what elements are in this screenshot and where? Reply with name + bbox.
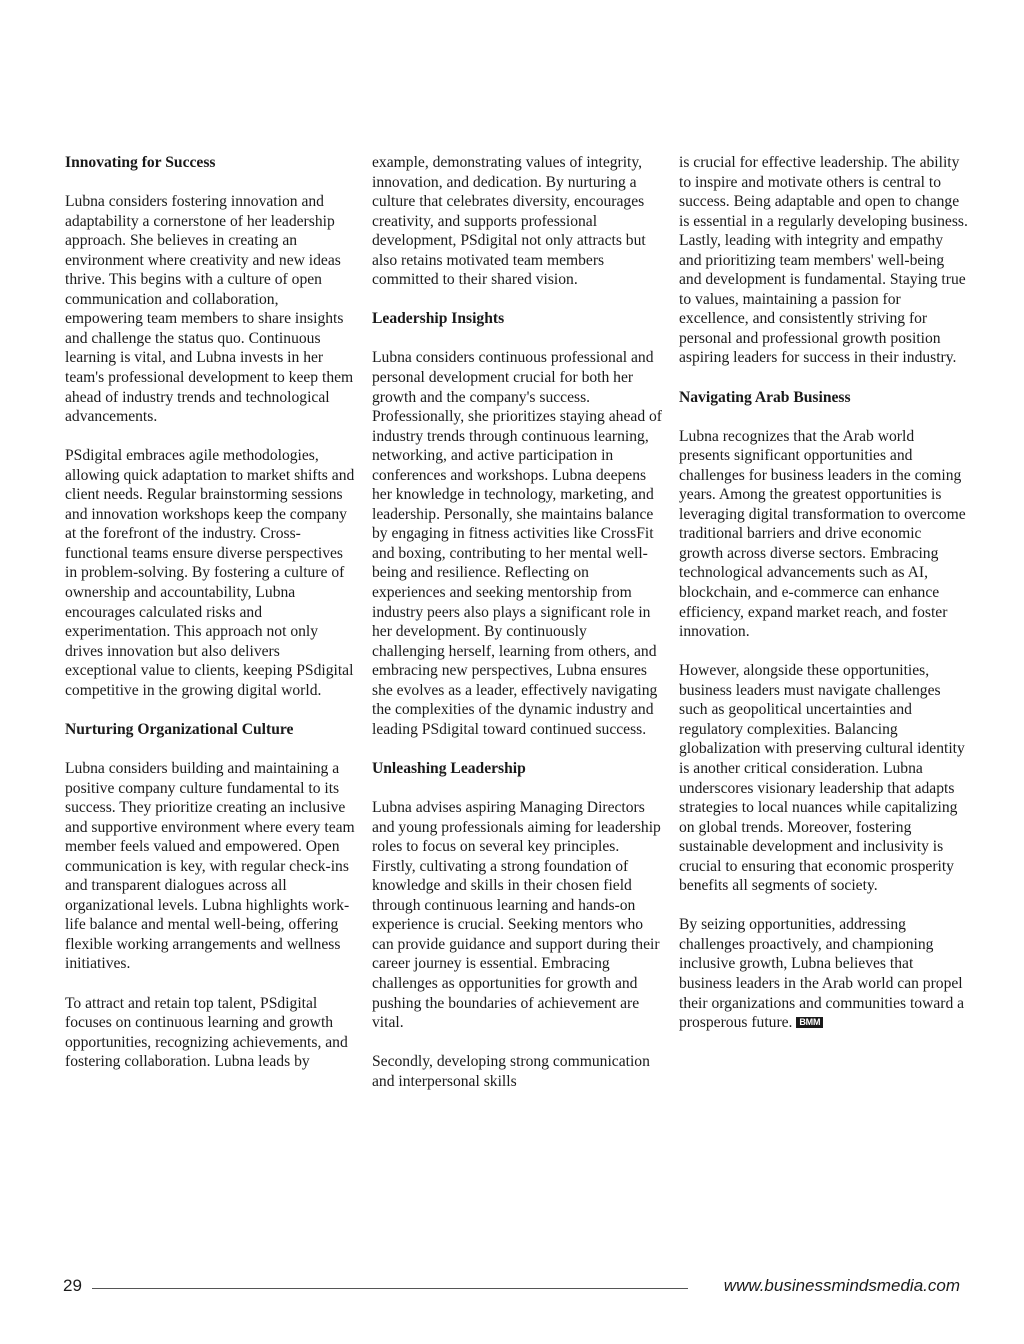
website-link[interactable]: www.businessmindsmedia.com xyxy=(723,1276,960,1295)
article-column-3 xyxy=(679,153,969,1052)
paragraph: However, alongside these opportunities, business leaders must navigate challenges such as geopolitical uncertainties and regulatory complexities. Balancing globalization with preserving cultural identity is another critical consideration. Lubna underscores visionary leadership that adapts strategies to local nuances while capitalizing on global trends. Moreover, fostering sustainable development and inclusivity is crucial to ensuring that economic prosperity benefits all segments of society. xyxy=(679,662,965,895)
page-footer xyxy=(0,1276,1024,1300)
paragraph: PSdigital embraces agile methodologies, allowing quick adaptation to market shifts and client needs. Regular brainstorming sessions and innovation workshops keep the company at the forefront of the industry. Cross-functional teams ensure diverse perspectives in problem-solving. By fostering a culture of ownership and accountability, Lubna encourages calculated risks and experimentation. This approach not only drives innovation but also delivers exceptional value to clients, keeping PSdigital competitive in the growing digital world. xyxy=(65,447,355,699)
section-heading-unleashing-leadership: Unleashing Leadership xyxy=(372,759,526,777)
footer-divider xyxy=(92,1288,688,1289)
paragraph: Lubna considers fostering innovation and adaptability a cornerstone of her leadership approach. She believes in creating an environment where creativity and new ideas thrive. This begins with a culture of open communication and collaboration, empowering team members to share insights and challenge the status quo. Continuous learning is vital, and Lubna invests in her team's professional development to keep them ahead of industry trends and technological advancements. xyxy=(65,193,354,426)
section-heading-culture: Nurturing Organizational Culture xyxy=(65,720,294,738)
bmm-logo-icon: BMM xyxy=(796,1017,823,1028)
paragraph: example, demonstrating values of integrity, innovation, and dedication. By nurturing a culture that celebrates diversity, encourages creativity, and supports professional development, PSdigital not only attracts but also retains motivated team members committed to their shared vision. xyxy=(372,154,646,289)
article-column-2 xyxy=(372,153,662,1111)
page-number: 29 xyxy=(63,1276,82,1295)
paragraph: is crucial for effective leadership. The ability to inspire and motivate others is central to success. Being adaptable and open to change is essential in a regularly developing business. Lastly, leading with integrity and empathy and prioritizing team members' well-being and development is fundamental. Staying true to values, maintaining a passion for excellence, and consistently striving for personal and professional growth position aspiring leaders for success in their industry. xyxy=(679,154,968,367)
closing-paragraph xyxy=(679,915,969,1032)
paragraph: Secondly, developing strong communication and interpersonal skills xyxy=(372,1053,650,1090)
article-column-1 xyxy=(65,153,355,1091)
section-heading-leadership-insights: Leadership Insights xyxy=(372,310,505,328)
closing-text: By seizing opportunities, addressing challenges proactively, and championing inclusive growth, Lubna believes that business leaders in the Arab world can propel their organizations and communities toward a prosperous future. xyxy=(679,916,965,1032)
paragraph: Lubna advises aspiring Managing Directors and young professionals aiming for leadership roles to focus on several key principles. Firstly, cultivating a strong foundation of knowledge and skills in their chosen field through continuous learning and hands-on experience is crucial. Seeking mentors who can provide guidance and support during their career journey is essential. Embracing challenges as opportunities for growth and pushing the boundaries of achievement are vital. xyxy=(372,799,661,1032)
section-heading-arab-business: Navigating Arab Business xyxy=(679,388,851,406)
section-heading-innovating: Innovating for Success xyxy=(65,154,216,171)
paragraph: Lubna recognizes that the Arab world presents significant opportunities and challenges for business leaders in the coming years. Among the greatest opportunities is leveraging digital transformation to overcome traditional barriers and drive economic growth across diverse sectors. Embracing technological advancements such as AI, blockchain, and e-commerce can enhance efficiency, expand market reach, and foster innovation. xyxy=(679,427,966,641)
paragraph: To attract and retain top talent, PSdigital focuses on continuous learning and growth opportunities, recognizing achievements, and fostering collaboration. Lubna leads by xyxy=(65,994,348,1071)
paragraph: Lubna considers continuous professional and personal development crucial for both her growth and the company's success. Professionally, she prioritizes staying ahead of industry trends through continuous learning, networking, and active participation in conferences and workshops. Lubna deepens her knowledge in technology, marketing, and leadership. Personally, she maintains balance by engaging in fitness activities like CrossFit and boxing, contributing to her mental well-being and resilience. Reflecting on experiences and seeking mentorship from industry peers also plays a significant role in her development. By continuously challenging herself, learning from others, and embracing new perspectives, Lubna ensures she evolves as a leader, effectively navigating the complexities of the dynamic industry and leading PSdigital toward continued success. xyxy=(372,349,662,738)
paragraph: Lubna considers building and maintaining a positive company culture fundamental to its success. They prioritize creating an inclusive and supportive environment where every team member feels valued and empowered. Open communication is key, with regular check-ins and transparent dialogues across all organizational levels. Lubna highlights work-life balance and mental well-being, offering flexible working arrangements and wellness initiatives. xyxy=(65,759,355,973)
